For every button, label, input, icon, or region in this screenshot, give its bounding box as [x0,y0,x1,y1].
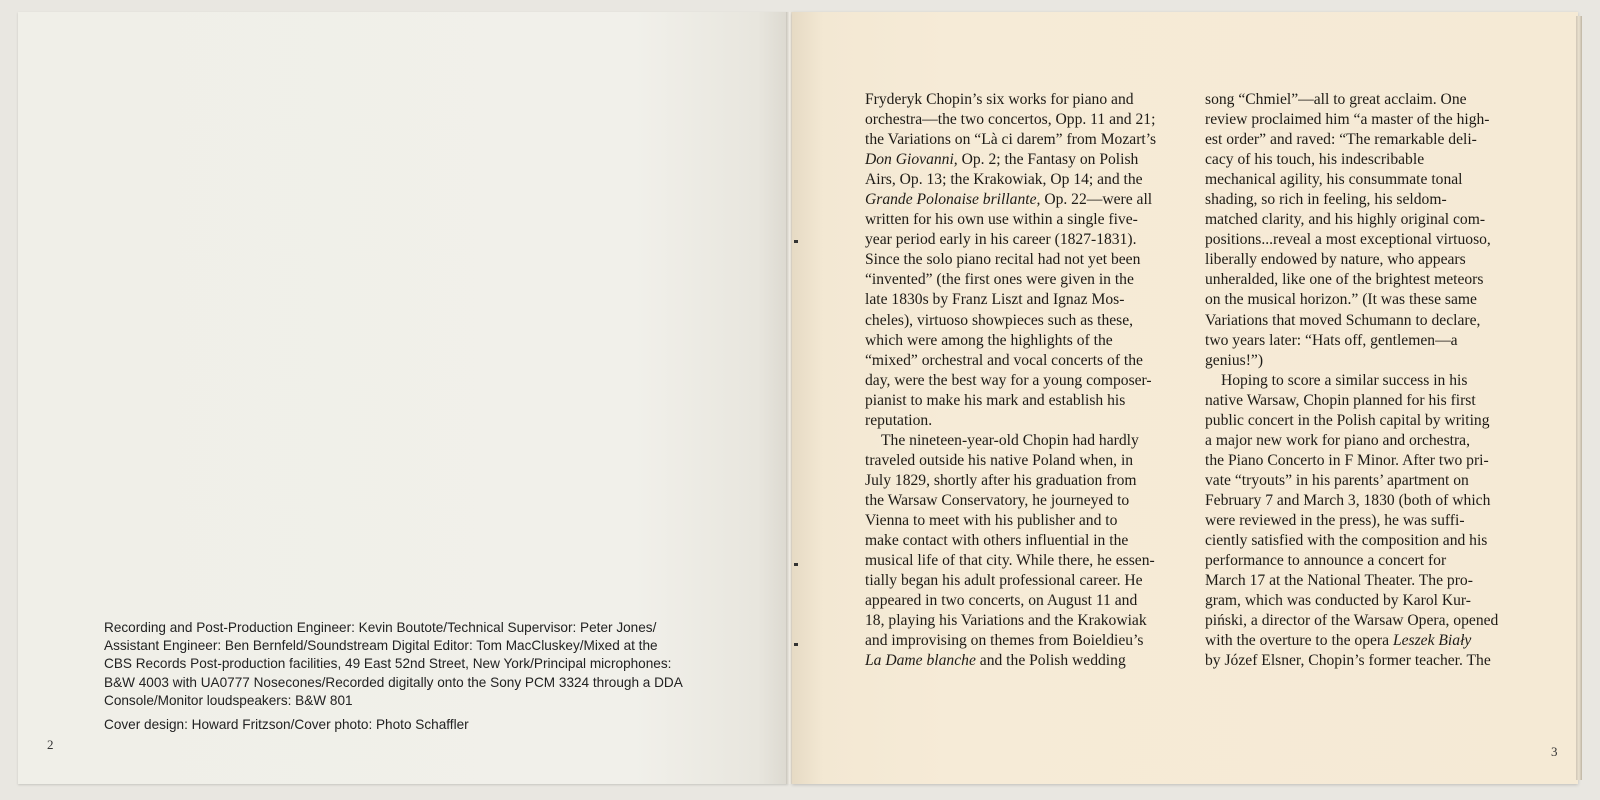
italic-title: Leszek Biały [1392,632,1472,650]
text-line: year period early in his career (1827-1831). [865,231,1137,249]
credits-line: CBS Records Post-production facilities, 49 East 52nd Street, New York/Principal microphones: [104,656,672,672]
text-line: and improvising on themes from Boieldieu’s [865,632,1144,650]
text-line: Hoping to score a similar success in his [1221,371,1468,389]
text-line: vate “tryouts” in his parents’ apartment on [1205,471,1469,489]
text-line: orchestra—the two concertos, Opp. 11 and 21; [865,111,1156,129]
text-line: appeared in two concerts, on August 11 and [865,592,1138,610]
text-line: March 17 at the National Theater. The pro- [1205,572,1473,590]
credits-line: Recording and Post-Production Engineer: Kevin Boutote/Technical Supervisor: Peter Jones/ [104,620,657,635]
page-number-right: 3 [1551,744,1558,759]
italic-title: La Dame blanche [865,652,976,670]
text-line: Fryderyk Chopin’s six works for piano and [865,91,1134,108]
italic-title: Don Giovanni, [865,151,958,169]
text-line: make contact with others influential in the [865,532,1129,550]
page-stack-edge [1576,16,1582,780]
text-line: late 1830s by Franz Liszt and Ignaz Mos- [865,291,1125,309]
text-line: day, were the best way for a young composer- [865,371,1152,389]
text-line: native Warsaw, Chopin planned for his first [1205,391,1476,409]
text-line: 18, playing his Variations and the Krakowiak [865,612,1147,630]
text-line: song “Chmiel”—all to great acclaim. One [1205,91,1467,108]
text-line: Airs, Op. 13; the Krakowiak, Op 14; and the [865,171,1143,189]
text-column-2 [1205,90,1535,671]
text-line: Vienna to meet with his publisher and to [865,511,1118,529]
text-line: “mixed” orchestral and vocal concerts of the [865,351,1143,369]
text-fragment: Op. 2; the Fantasy on Polish [957,151,1139,169]
text-fragment: and the Polish wedding [975,652,1126,670]
credits-line: B&W 4003 with UA0777 Nosecones/Recorded digitally onto the Sony PCM 3324 through a DDA [104,674,683,690]
text-line: on the musical horizon.” (It was these same [1205,291,1477,309]
text-line [1205,631,1535,651]
text-line: ciently satisfied with the composition and his [1205,532,1488,550]
text-line: piński, a director of the Warsaw Opera, opened [1205,612,1499,630]
text-line: shading, so rich in feeling, his seldom- [1205,191,1447,209]
credits-line: Assistant Engineer: Ben Bernfeld/Soundstream Digital Editor: Tom MacCluskey/Mixed at the [104,638,658,654]
text-fragment: with the overture to the opera [1205,632,1393,650]
text-line [865,150,1185,170]
text-line: February 7 and March 3, 1830 (both of which [1205,491,1491,509]
text-line: traveled outside his native Poland when, in [865,451,1134,469]
text-line: Since the solo piano recital had not yet been [865,251,1141,269]
text-fragment: Op. 22—were all [1040,191,1153,209]
text-line: review proclaimed him “a master of the high- [1205,111,1490,129]
text-line: public concert in the Polish capital by writing [1205,411,1490,429]
text-line: matched clarity, and his highly original com- [1205,211,1486,229]
staple-mark [794,643,798,646]
text-line: by Józef Elsner, Chopin’s former teacher. The [1205,652,1491,670]
text-line: est order” and raved: “The remarkable deli- [1205,131,1477,149]
text-line: July 1829, shortly after his graduation from [865,471,1137,489]
text-line: two years later: “Hats off, gentlemen—a [1205,331,1458,349]
staple-mark [794,563,798,566]
text-line: a major new work for piano and orchestra, [1205,431,1470,449]
text-line: cacy of his touch, his indescribable [1205,151,1425,169]
text-line: the Variations on “Là ci darem” from Mozart’s [865,131,1157,149]
text-line [865,190,1185,210]
cover-credit: Cover design: Howard Fritzson/Cover photo: Photo Schaffler [104,717,469,732]
text-line: pianist to make his mark and establish his [865,391,1126,409]
text-line: cheles), virtuoso showpieces such as these, [865,311,1134,329]
text-line: “invented” (the first ones were given in the [865,271,1134,289]
text-line [865,651,1185,671]
text-line: tially began his adult professional career. He [865,572,1143,590]
text-line: gram, which was conducted by Karol Kur- [1205,592,1471,610]
text-line: positions...reveal a most exceptional virtuoso, [1205,231,1491,249]
text-line: the Piano Concerto in F Minor. After two pri- [1205,451,1489,469]
production-credits [104,619,744,710]
text-line: Variations that moved Schumann to declare, [1205,311,1481,329]
text-line: the Warsaw Conservatory, he journeyed to [865,491,1130,509]
text-line: unheralded, like one of the brightest meteors [1205,271,1484,289]
text-line: genius!”) [1205,351,1264,369]
text-line: which were among the highlights of the [865,331,1113,349]
text-line: liberally endowed by nature, who appears [1205,251,1466,269]
italic-title: Grande Polonaise brillante, [865,191,1041,209]
page-number-left: 2 [47,737,54,752]
staple-mark [794,240,798,243]
credits-line: Console/Monitor loudspeakers: B&W 801 [104,692,353,708]
text-line: performance to announce a concert for [1205,552,1447,570]
text-line: reputation. [865,411,933,429]
text-line: musical life of that city. While there, he essen- [865,552,1155,570]
text-line: mechanical agility, his consummate tonal [1205,171,1463,189]
text-line: were reviewed in the press), he was suffi- [1205,511,1465,529]
text-line: written for his own use within a single five- [865,211,1138,229]
text-column-1 [865,90,1185,671]
text-line: The nineteen-year-old Chopin had hardly [881,431,1139,449]
